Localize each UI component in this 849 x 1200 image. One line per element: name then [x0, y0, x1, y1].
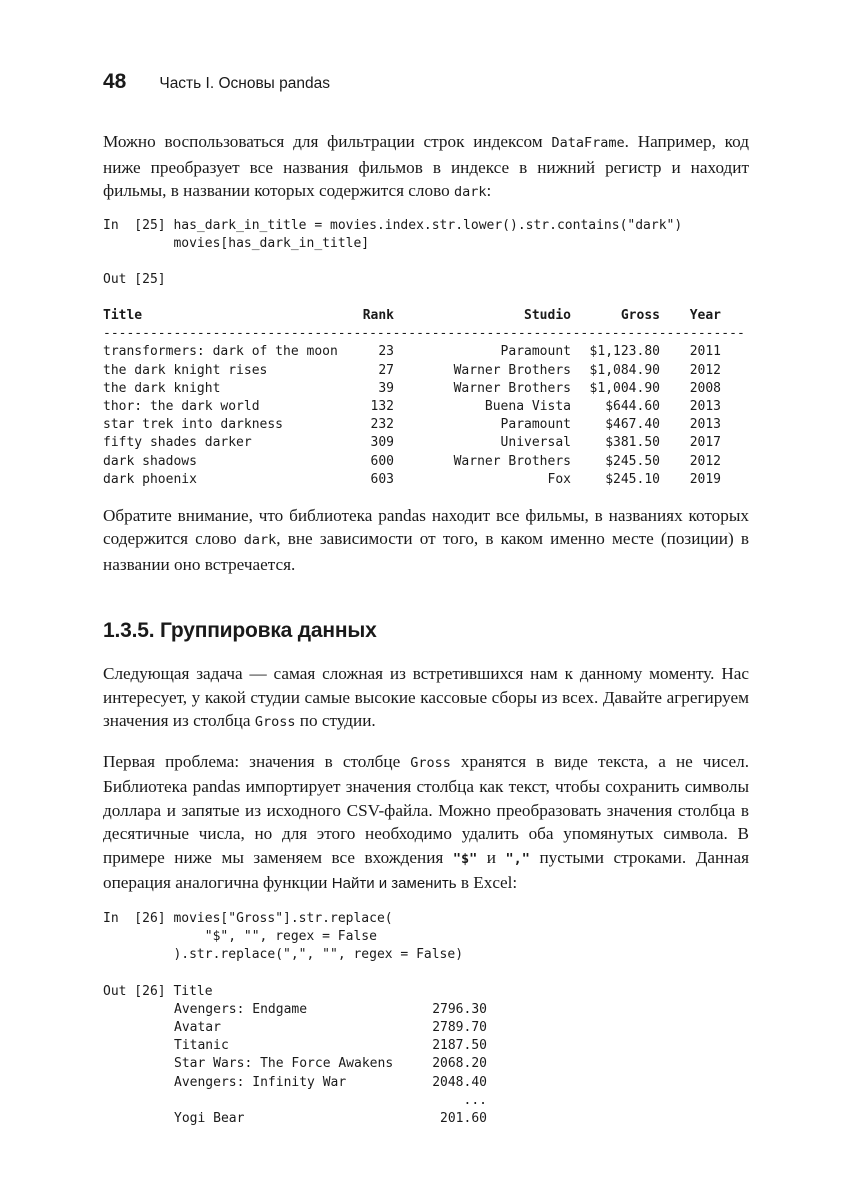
cell-rank: 39 — [378, 380, 394, 396]
series-index-label — [174, 1092, 414, 1110]
cell-gross: $1,004.90 — [589, 380, 660, 396]
text-run: Можно воспользоваться для фильтрации строк индексом — [103, 132, 552, 151]
inline-code: dark — [453, 184, 487, 200]
row-indent — [103, 1110, 174, 1128]
cell-studio: Warner Brothers — [453, 453, 571, 469]
series-index-label: Star Wars: The Force Awakens — [174, 1056, 394, 1072]
inline-code: dark — [243, 532, 277, 549]
table-row — [103, 398, 721, 416]
text-run: по студии. — [295, 711, 376, 731]
series-row — [103, 1074, 487, 1092]
code-indent — [103, 929, 205, 944]
table-separator: ---------------------------------------------------------------------------------- — [103, 326, 745, 342]
cell-rank: 600 — [370, 453, 394, 469]
column-header-title: Title — [103, 308, 143, 324]
cell-gross: $1,123.80 — [589, 344, 660, 360]
code-cell-25 — [103, 217, 749, 253]
series-value: 2187.50 — [432, 1038, 487, 1054]
cell-year: 2013 — [689, 417, 721, 433]
cell-studio: Warner Brothers — [453, 380, 571, 396]
code-line: movies[has_dark_in_title] — [173, 235, 370, 251]
paragraph-dark-note — [103, 504, 749, 577]
cell-gross: $245.10 — [605, 471, 660, 487]
series-index-label: Titanic — [174, 1038, 229, 1054]
code-line: movies["Gross"].str.replace( — [173, 910, 393, 926]
output-cell-26 — [103, 983, 749, 1001]
column-header-gross: Gross — [620, 308, 660, 324]
section-heading: 1.3.5. Группировка данных — [103, 619, 377, 643]
cell-gross: $467.40 — [605, 417, 660, 433]
cell-gross: $381.50 — [605, 435, 660, 451]
row-indent — [103, 1001, 174, 1019]
series-row — [103, 1092, 487, 1110]
paragraph-index-filter — [103, 130, 749, 205]
series-index-label: Yogi Bear — [174, 1110, 245, 1126]
inline-code: DataFrame — [551, 135, 625, 151]
series-value: ... — [463, 1092, 487, 1108]
inline-code: Gross — [410, 754, 451, 771]
table-row — [103, 362, 721, 380]
row-indent — [103, 1092, 174, 1110]
series-row — [103, 1019, 487, 1037]
inline-code: "," — [505, 850, 530, 867]
table-row — [103, 434, 721, 452]
row-indent — [103, 1074, 174, 1092]
text-run: , вне зависимости от того, в каком именно месте (позиции) в названии оно встречается. — [103, 529, 749, 574]
code-indent — [103, 947, 173, 962]
series-value: 2789.70 — [432, 1019, 487, 1035]
cell-studio: Buena Vista — [484, 398, 571, 414]
table-header-row — [103, 307, 721, 325]
column-header-studio: Studio — [524, 308, 571, 324]
series-output-26 — [103, 1001, 487, 1128]
cell-rank: 232 — [370, 417, 394, 433]
series-index-label: Avatar — [174, 1019, 221, 1035]
input-prompt: In [25] — [103, 217, 174, 233]
inline-code: Gross — [254, 714, 296, 731]
table-row — [103, 453, 721, 471]
row-indent — [103, 1055, 174, 1073]
cell-title: thor: the dark world — [103, 398, 260, 414]
series-index-name: Title — [173, 983, 213, 999]
cell-studio: Paramount — [500, 344, 571, 360]
cell-gross: $245.50 — [605, 453, 660, 469]
cell-rank: 132 — [370, 398, 394, 414]
table-row — [103, 380, 721, 398]
paragraph-gross-problem — [103, 750, 749, 896]
text-run: Следующая задача — самая сложная из встретившихся нам к данному моменту. Нас интересует, у какой студии самые высокие кассовые сборы из всех. Давайте агрегируем значения из столбца — [103, 664, 749, 731]
book-page — [103, 70, 749, 1128]
cell-title: star trek into darkness — [103, 417, 284, 433]
series-index-label: Avengers: Infinity War — [174, 1074, 347, 1090]
row-indent — [103, 1019, 174, 1037]
code-line: "$", "", regex = False — [204, 929, 377, 945]
cell-title: the dark knight — [103, 380, 221, 396]
cell-studio: Paramount — [500, 417, 571, 433]
code-cell-26 — [103, 910, 749, 965]
code-line: ).str.replace(",", "", regex = False) — [173, 947, 464, 963]
series-index-label: Avengers: Endgame — [174, 1001, 308, 1017]
series-value: 2048.40 — [432, 1074, 487, 1090]
page-number: 48 — [103, 70, 127, 93]
table-row — [103, 416, 721, 434]
row-indent — [103, 1037, 174, 1055]
cell-year: 2013 — [689, 398, 721, 414]
cell-year: 2012 — [689, 453, 721, 469]
table-row — [103, 343, 721, 361]
cell-year: 2012 — [689, 362, 721, 378]
cell-year: 2011 — [689, 344, 721, 360]
code-indent — [103, 236, 173, 251]
text-run: в Excel: — [456, 873, 518, 893]
cell-title: the dark knight rises — [103, 362, 268, 378]
cell-year: 2019 — [689, 471, 721, 487]
code-line: has_dark_in_title = movies.index.str.lower().str.contains("dark") — [173, 217, 683, 233]
series-value: 2796.30 — [432, 1001, 487, 1017]
cell-studio: Fox — [547, 471, 571, 487]
output-prompt: Out [26] — [103, 983, 174, 999]
cell-studio: Warner Brothers — [453, 362, 571, 378]
column-header-year: Year — [689, 308, 721, 324]
cell-title: transformers: dark of the moon — [103, 344, 338, 360]
cell-gross: $1,084.90 — [589, 362, 660, 378]
cell-rank: 603 — [370, 471, 394, 487]
paragraph-grouping-intro — [103, 662, 749, 735]
dataframe-table — [103, 307, 721, 325]
cell-gross: $644.60 — [605, 398, 660, 414]
series-row — [103, 1055, 487, 1073]
running-title: Часть I. Основы pandas — [159, 75, 330, 92]
cell-studio: Universal — [500, 435, 571, 451]
cell-title: dark shadows — [103, 453, 197, 469]
table-row — [103, 471, 721, 489]
dataframe-output-25 — [103, 307, 749, 489]
series-row — [103, 1001, 487, 1019]
cell-rank: 309 — [370, 435, 394, 451]
cell-title: fifty shades darker — [103, 435, 252, 451]
text-run: Обратите внимание, что библиотека pandas находит все фильмы, в названиях которых содержится слово — [103, 505, 749, 549]
series-row — [103, 1110, 487, 1128]
text-run: Первая проблема: значения в столбце — [103, 751, 411, 771]
text-run: и — [477, 847, 506, 867]
cell-title: dark phoenix — [103, 471, 197, 487]
inline-code: "$" — [452, 850, 478, 867]
cell-rank: 23 — [378, 344, 394, 360]
running-head — [103, 70, 749, 110]
series-value: 2068.20 — [432, 1056, 487, 1072]
text-run: пустыми строками. Данная операция аналогична функции — [103, 847, 749, 893]
dataframe-body — [103, 343, 721, 489]
text-run: . Например, код ниже преобразует все названия фильмов в индексе в нижний регистр и находит фильмы, в названии которых содержится слово — [103, 132, 749, 200]
text-run: хранятся в виде текста, а не чисел. Библиотека pandas импортирует значения столбца как текст, чтобы сохранить символы доллара и запятые из исходного CSV-файла. Можно преобразовать значения столбца в десятичные числа, но для этого необходимо удалить оба упомянутых символа. В примере ниже мы заменяем все вхождения — [103, 751, 749, 867]
series-value: 201.60 — [440, 1110, 487, 1126]
output-prompt-25: Out [25] — [103, 271, 166, 287]
cell-year: 2017 — [689, 435, 721, 451]
cell-year: 2008 — [689, 380, 721, 396]
series-row — [103, 1037, 487, 1055]
input-prompt: In [26] — [103, 910, 174, 926]
text-run: : — [486, 181, 492, 200]
column-header-rank: Rank — [362, 308, 394, 324]
cell-rank: 27 — [378, 362, 394, 378]
inline-ui-term: Найти и заменить — [331, 875, 457, 893]
